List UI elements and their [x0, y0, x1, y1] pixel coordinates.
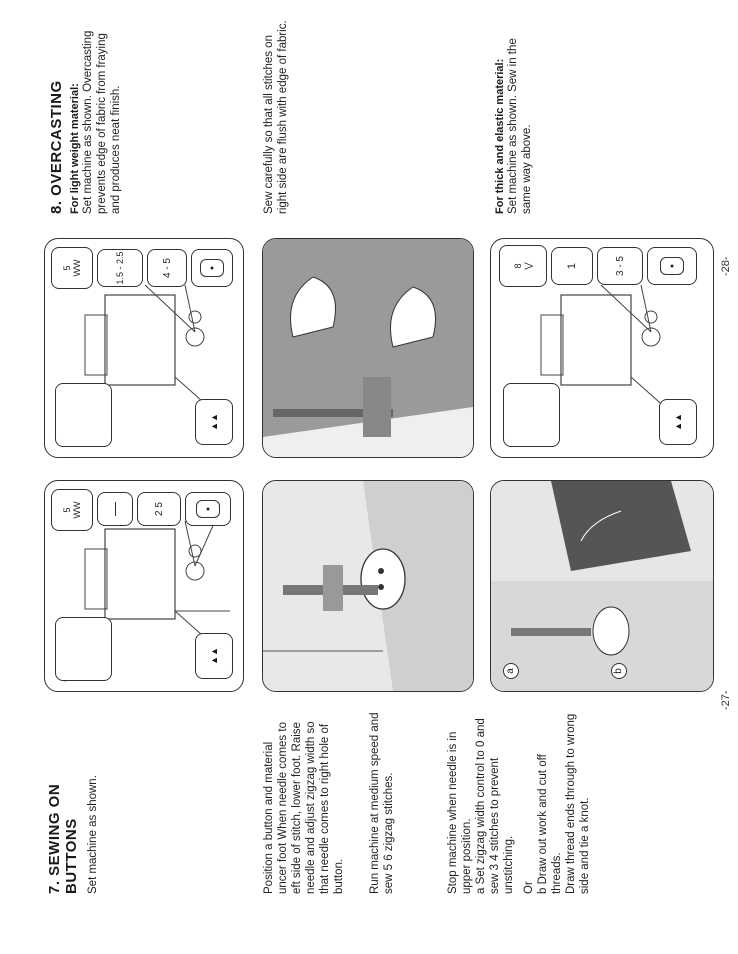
feed-dog-icon-3: ▲▲	[659, 399, 697, 445]
overcasting-title-block	[48, 14, 123, 214]
pattern-dial-3	[499, 245, 547, 287]
width-dial-2: 1.5 - 2.5	[97, 249, 143, 287]
position-button-text: Position a button and material uncer foot When needle comes to eft side of stitch, lower foot. Raise needle and adjust zigzag width so that needle comes to right hole of button.	[263, 721, 345, 894]
button-foot-drawing	[263, 481, 473, 691]
run-machine-text: Run machine at medium speed and sew 5 6 zigzag stitches.	[369, 712, 395, 894]
or-text: Or	[523, 881, 535, 894]
pattern-dial-2	[51, 247, 93, 289]
zigzag-icon: WW	[72, 501, 82, 519]
finishing-drawing	[491, 481, 713, 691]
callout-b: b	[611, 663, 627, 679]
length-dial-3: 3 - 5	[597, 247, 643, 285]
presser-foot-box	[55, 617, 112, 681]
pattern-number-3: 8	[512, 263, 523, 269]
stitch-selector-icon-3: ●	[647, 247, 697, 285]
page-number-left: -27-	[720, 690, 732, 710]
step-b-text: b Draw out work and cut off threads.	[537, 754, 563, 894]
thick-material-block	[490, 18, 534, 214]
sew-carefully-text: Sew carefully so that all stitches on right side are flush with edge of fabric.	[263, 20, 289, 214]
thick-material-text: Set machine as shown. Sew in the same way above.	[507, 38, 533, 214]
pattern-dial	[51, 489, 93, 531]
width-dial-3: 1	[551, 247, 593, 285]
page-number-right: -28-	[720, 256, 732, 276]
sewing-buttons-intro: Set machine as shown.	[87, 775, 99, 894]
overcast-careful-block	[262, 18, 290, 214]
length-dial: 2 5	[137, 492, 181, 526]
feed-dog-icon: ▲▲	[195, 633, 233, 679]
light-weight-heading: For light weight material:	[69, 83, 81, 214]
pattern-number-2: 5	[62, 265, 72, 271]
light-weight-text: Set machine as shown. Overcasting prevents edge of fabric from fraying and produces neat finish.	[82, 30, 122, 214]
step-a-text: a Set zigzag width control to 0 and sew 3 4 stitches to prevent unstitching.	[475, 718, 515, 894]
stitch-selector-icon-2: ●	[191, 249, 233, 287]
callout-a: a	[503, 663, 519, 679]
width-dial	[97, 492, 133, 526]
fabric-edge-drawing	[263, 239, 473, 457]
feed-dog-icon-2: ▲▲	[195, 399, 233, 445]
presser-foot-box-3	[503, 383, 560, 447]
presser-foot-box-2	[55, 383, 112, 447]
zigzag-icon-2: WW	[72, 259, 82, 277]
zigzag-icon-3: ⋁	[522, 262, 533, 270]
figure-overcast-light-settings	[44, 238, 244, 458]
figure-button-under-foot	[262, 480, 474, 692]
tie-knot-text: Draw thread ends through to wrong side and tie a knot.	[565, 713, 591, 894]
pattern-number: 5	[62, 507, 72, 513]
sewing-buttons-body	[262, 712, 592, 894]
overcasting-title: 8. OVERCASTING	[48, 80, 65, 214]
figure-overcast-thick-settings	[490, 238, 714, 458]
stitch-selector-icon: ●	[185, 492, 231, 526]
sewing-buttons-title: 7. SEWING ON BUTTONS	[46, 783, 80, 894]
width-bar-icon	[115, 502, 116, 516]
stop-machine-text: Stop machine when needle is in upper position.	[447, 731, 473, 894]
sewing-buttons-title-block	[46, 714, 100, 894]
thick-material-heading: For thick and elastic material:	[494, 58, 506, 214]
figure-overcast-fabric-edge	[262, 238, 474, 458]
length-dial-2: 4 - 5	[147, 249, 187, 287]
figure-button-settings	[44, 480, 244, 692]
figure-finishing-steps	[490, 480, 714, 692]
